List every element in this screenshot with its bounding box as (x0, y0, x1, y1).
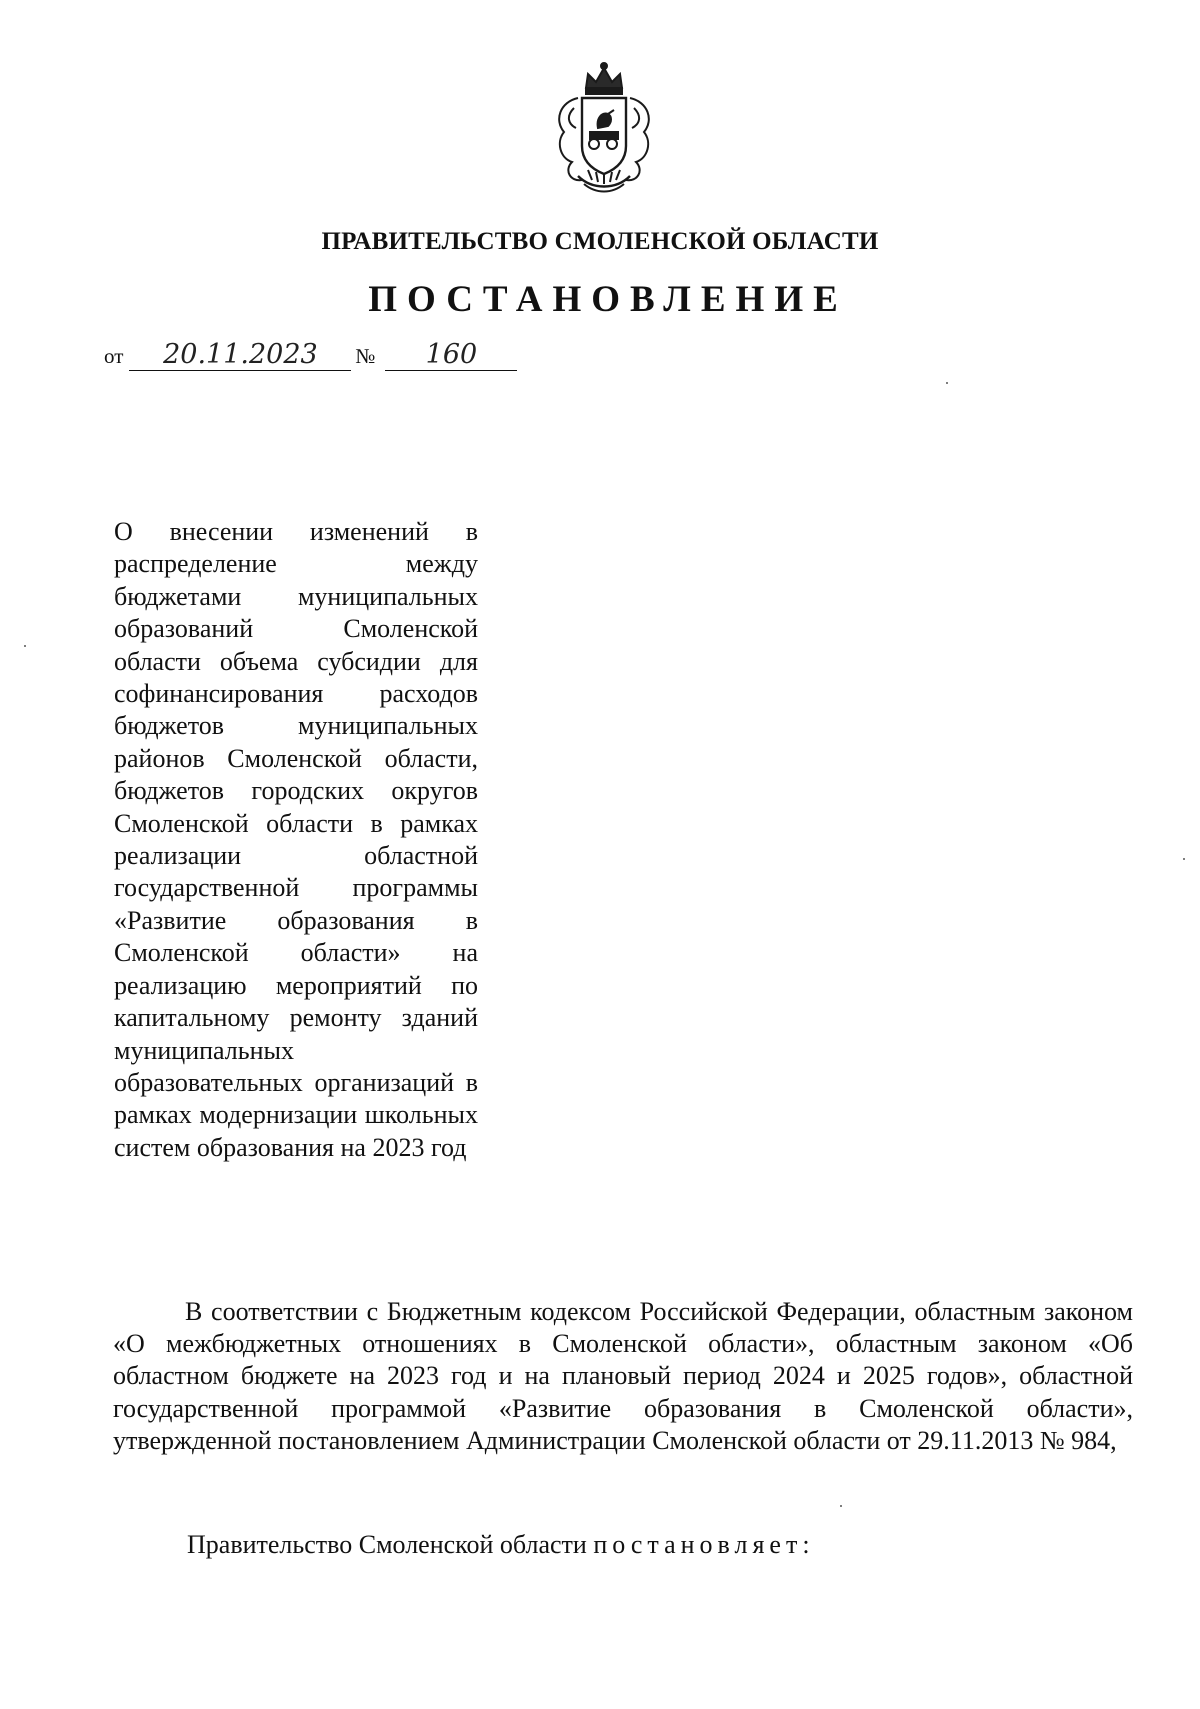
scan-speck (24, 645, 26, 647)
coat-of-arms-icon (548, 58, 660, 198)
scan-speck (840, 1505, 842, 1507)
resolution-subject: Правительство Смоленской области (187, 1530, 587, 1559)
scan-speck (946, 382, 948, 384)
resolution-line (187, 1530, 815, 1560)
document-subject: О внесении изменений в распределение между бюджетами муниципальных образований Смоленской области объема субсидии для софинансирования расходов бюджетов муниципальных районов Смоленской области, бюджетов городских округов Смоленской области в рамках реализации областной государственной программы «Развитие образования в Смоленской области» на реализацию мероприятий по капитальному ремонту зданий муниципальных образовательных организаций в рамках модернизации школьных систем образования на 2023 год (114, 517, 478, 1162)
document-type-heading: ПОСТАНОВЛЕНИЕ (368, 279, 848, 320)
registration-line (104, 340, 517, 371)
handwritten-date: 20.11.2023 (129, 340, 351, 371)
handwritten-number: 160 (385, 340, 517, 371)
number-label: № (355, 344, 376, 368)
government-name: ПРАВИТЕЛЬСТВО СМОЛЕНСКОЙ ОБЛАСТИ (321, 228, 879, 255)
date-label: от (104, 344, 124, 368)
resolution-verb: постановляет: (593, 1530, 815, 1559)
scan-speck (1183, 858, 1185, 860)
preamble-paragraph: В соответствии с Бюджетным кодексом Российской Федерации, областным законом «О межбюджетных отношениях в Смоленской области», областным законом «Об областном бюджете на 2023 год и на плановый период 2024 и 2025 годов», областной государственной программой «Развитие образования в Смоленской области», утвержденной постановлением Администрации Смоленской области от 29.11.2013 № 984, (113, 1297, 1133, 1455)
